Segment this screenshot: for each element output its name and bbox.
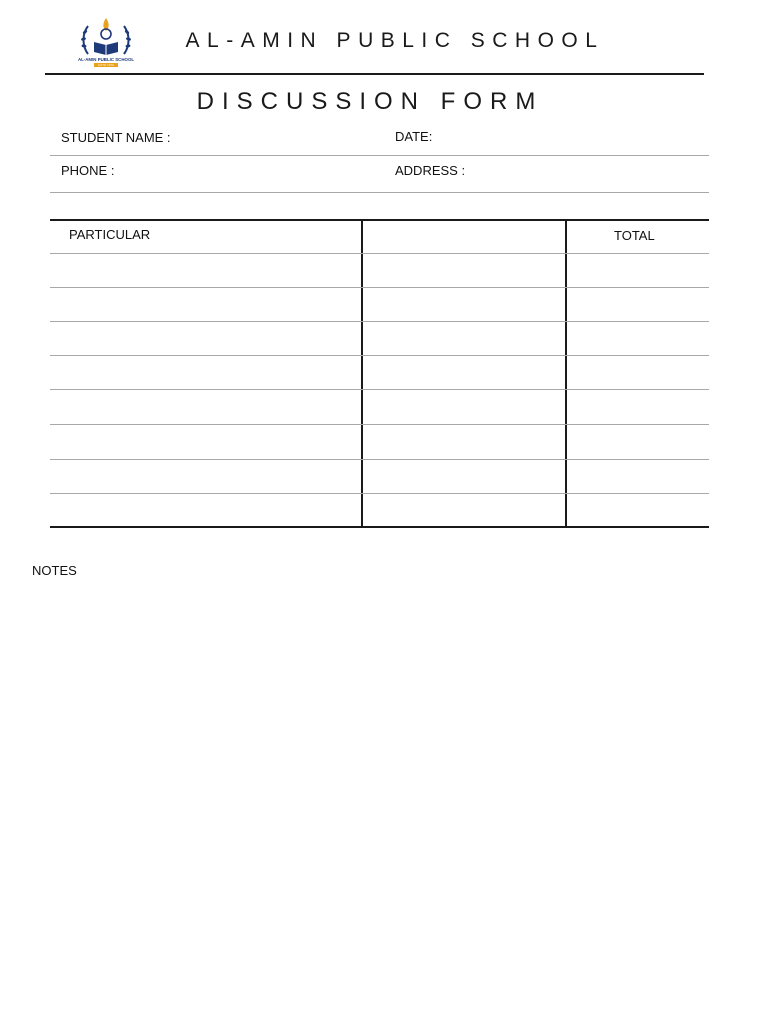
svg-text:ESTD 1976: ESTD 1976 — [98, 63, 114, 68]
table-row[interactable] — [50, 287, 709, 288]
phone-line[interactable] — [50, 192, 709, 193]
table-row[interactable] — [50, 355, 709, 356]
svg-text:AL-AMIN PUBLIC SCHOOL: AL-AMIN PUBLIC SCHOOL — [77, 57, 135, 63]
particulars-table — [50, 219, 709, 528]
total-header: TOTAL — [614, 228, 655, 243]
table-row[interactable] — [50, 321, 709, 322]
student-name-label: STUDENT NAME : — [61, 130, 171, 145]
page-title: DISCUSSION FORM — [196, 88, 544, 115]
column-divider — [565, 221, 567, 526]
phone-label: PHONE : — [61, 163, 115, 178]
school-logo — [74, 14, 138, 70]
address-label: ADDRESS : — [395, 163, 466, 178]
notes-label: NOTES — [32, 563, 77, 578]
table-row[interactable] — [50, 424, 709, 425]
school-name: AL-AMIN PUBLIC SCHOOL — [185, 29, 605, 52]
table-row[interactable] — [50, 459, 709, 460]
student-name-line[interactable] — [50, 155, 709, 156]
column-divider — [361, 221, 363, 526]
table-row[interactable] — [50, 493, 709, 494]
school-crest-icon — [74, 14, 138, 70]
table-row[interactable] — [50, 389, 709, 390]
date-label: DATE: — [395, 129, 433, 144]
header-divider — [45, 73, 704, 75]
table-row[interactable] — [50, 253, 709, 254]
particular-header: PARTICULAR — [69, 227, 151, 242]
